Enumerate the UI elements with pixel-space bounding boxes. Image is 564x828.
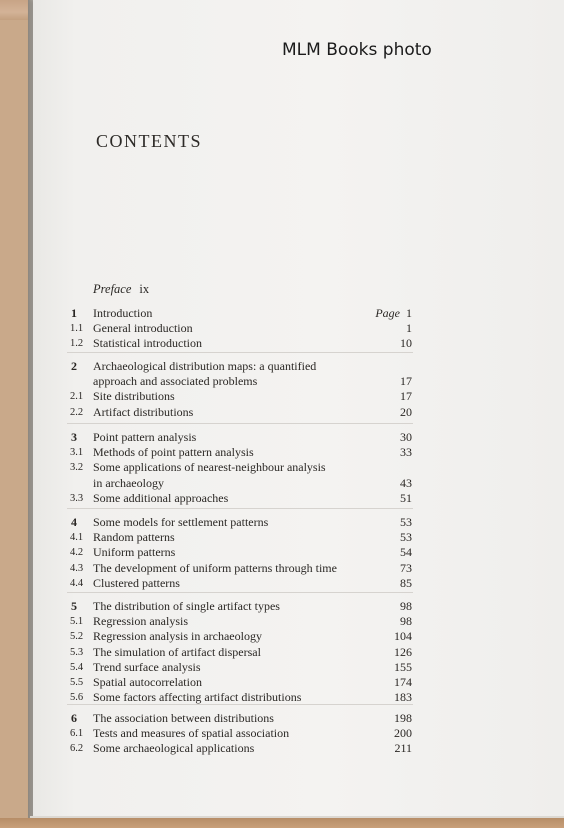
entry-title: Tests and measures of spatial association [93, 726, 290, 741]
entry-title: Spatial autocorrelation [93, 675, 202, 689]
section-entry [70, 645, 412, 660]
entry-title: approach and associated problems [93, 374, 258, 389]
section-entry [70, 660, 412, 675]
entry-number: 1.2 [70, 338, 84, 350]
entry-title: Introduction [93, 306, 153, 320]
entry-page [400, 491, 412, 506]
section-entry [70, 614, 412, 629]
entry-title: Point pattern analysis [93, 430, 197, 444]
entry-page [394, 645, 412, 660]
entry-page [394, 741, 412, 756]
entry-number: 6.2 [70, 743, 84, 755]
entry-title: The distribution of single artifact types [93, 599, 280, 613]
entry-title: Methods of point pattern analysis [93, 445, 254, 460]
page-number: 198 [394, 711, 412, 725]
page-number: 98 [400, 614, 412, 629]
page-column-label: Page [375, 306, 400, 320]
entry-number: 5.5 [70, 677, 84, 688]
page-number: 17 [400, 389, 412, 404]
entry-title: Some archaeological applications [93, 741, 255, 756]
chapter-divider [67, 592, 413, 593]
section-entry [70, 336, 412, 351]
entry-page [406, 321, 412, 336]
entry-title: Clustered patterns [93, 575, 180, 590]
entry-number: 4.1 [70, 532, 84, 544]
section-entry [70, 389, 412, 404]
entry-page [400, 389, 412, 404]
entry-number: 4.2 [70, 547, 84, 559]
page-number: 43 [400, 475, 412, 490]
entry-title: The simulation of artifact dispersal [93, 644, 261, 659]
section-entry [70, 726, 412, 741]
entry-page [400, 430, 412, 445]
page-number: 126 [394, 644, 412, 659]
page-number: 54 [400, 545, 412, 560]
entry-page [400, 476, 412, 491]
preface-entry [93, 282, 149, 297]
section-entry [70, 460, 412, 475]
page-title: CONTENTS [96, 131, 202, 151]
page-number: 33 [400, 445, 412, 460]
page-number: 183 [394, 690, 412, 705]
section-entry [70, 741, 412, 756]
chapter-divider [67, 704, 413, 705]
entry-title: Artifact distributions [93, 404, 194, 419]
entry-page [394, 675, 412, 690]
section-entry [70, 690, 412, 705]
section-entry [70, 491, 412, 506]
wooden-surface-bottom [0, 818, 564, 828]
page-number: 17 [400, 374, 412, 389]
page-number: 53 [400, 515, 412, 529]
entry-page [400, 576, 412, 591]
chapter-heading [70, 599, 412, 614]
section-entry [70, 445, 412, 460]
entry-number: 2.2 [70, 406, 84, 418]
entry-number: 6.1 [70, 728, 84, 740]
entry-page [400, 445, 412, 460]
entry-page [400, 614, 412, 629]
entry-page [400, 561, 412, 576]
chapter-heading [70, 711, 412, 726]
entry-title: Uniform patterns [93, 545, 176, 560]
entry-title: Some models for settlement patterns [93, 515, 269, 529]
page-number: 51 [400, 490, 412, 505]
entry-number: 2 [71, 359, 77, 373]
chapter-heading [70, 359, 412, 374]
page-number: 174 [394, 675, 412, 689]
preface-label: Preface [93, 282, 132, 296]
entry-page [400, 336, 412, 351]
entry-number: 3 [71, 430, 77, 444]
entry-number: 1.1 [70, 323, 84, 335]
photo-watermark: MLM Books photo [282, 40, 432, 60]
entry-page [394, 660, 412, 675]
chapter-heading [70, 306, 412, 321]
page-number: 53 [400, 530, 412, 545]
entry-number: 5.2 [70, 631, 84, 643]
page-number: 10 [400, 336, 412, 351]
entry-number: 3.2 [70, 462, 84, 474]
section-entry [70, 476, 412, 491]
entry-number: 1 [71, 306, 77, 320]
page-number: 155 [394, 659, 412, 674]
entry-number: 5.6 [70, 692, 84, 704]
entry-title: The association between distributions [93, 711, 274, 725]
entry-page [400, 545, 412, 560]
chapter-divider [67, 352, 413, 353]
page-number: 1 [406, 306, 412, 320]
chapter-divider [67, 508, 413, 509]
entry-title: Statistical introduction [93, 336, 202, 351]
entry-number: 4 [71, 515, 77, 529]
entry-title: Trend surface analysis [93, 659, 201, 674]
section-entry [70, 545, 412, 560]
entry-page [400, 405, 412, 420]
entry-page [394, 726, 412, 741]
entry-page [394, 690, 412, 705]
entry-title: The development of uniform patterns through time [93, 560, 337, 575]
entry-number: 4.4 [70, 577, 84, 589]
page-number: 211 [394, 741, 412, 756]
entry-title: Regression analysis [93, 614, 188, 629]
page-number: 85 [400, 575, 412, 590]
chapter-heading [70, 515, 412, 530]
chapter-heading [70, 430, 412, 445]
entry-page [400, 599, 412, 614]
page-number: 20 [400, 404, 412, 419]
entry-number: 5.3 [70, 646, 84, 658]
entry-title: Site distributions [93, 389, 175, 404]
page-number: 1 [406, 321, 412, 336]
section-entry [70, 561, 412, 576]
preface-page: ix [139, 282, 150, 296]
entry-page [375, 306, 412, 321]
page-number: 104 [394, 629, 412, 644]
entry-page [394, 629, 412, 644]
entry-number: 4.3 [70, 562, 84, 574]
page-number: 30 [400, 430, 412, 444]
entry-page [394, 711, 412, 726]
entry-title: General introduction [93, 321, 193, 336]
entry-page [400, 374, 412, 389]
section-entry [70, 576, 412, 591]
entry-title: in archaeology [93, 475, 164, 490]
entry-number: 3.1 [70, 447, 84, 459]
entry-number: 5.4 [70, 661, 84, 673]
section-entry [70, 321, 412, 336]
section-entry [70, 405, 412, 420]
chapter-divider [67, 423, 413, 424]
entry-page [400, 530, 412, 545]
page-number: 98 [400, 599, 412, 613]
entry-number: 6 [71, 711, 77, 725]
section-entry [70, 629, 412, 644]
entry-title: Some factors affecting artifact distributions [93, 690, 302, 705]
entry-title: Random patterns [93, 530, 175, 545]
section-entry [70, 530, 412, 545]
page-number: 200 [394, 726, 412, 741]
entry-number: 5.1 [70, 616, 84, 628]
entry-title: Some applications of nearest-neighbour analysis [93, 460, 326, 475]
entry-number: 3.3 [70, 492, 84, 504]
chapter-heading [70, 374, 412, 389]
entry-title: Archaeological distribution maps: a quantified [93, 359, 317, 373]
entry-number: 5 [71, 599, 77, 613]
entry-page [400, 515, 412, 530]
entry-title: Regression analysis in archaeology [93, 629, 262, 644]
entry-title: Some additional approaches [93, 490, 229, 505]
page-number: 73 [400, 560, 412, 575]
section-entry [70, 675, 412, 690]
entry-number: 2.1 [70, 391, 84, 403]
